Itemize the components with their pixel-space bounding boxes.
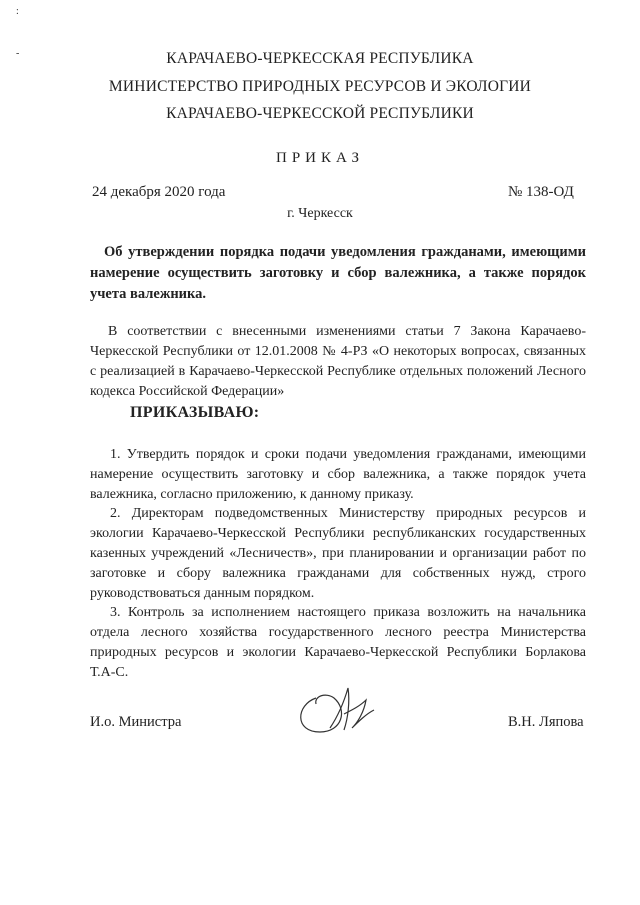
header-republic: КАРАЧАЕВО-ЧЕРКЕССКАЯ РЕСПУБЛИКА — [166, 50, 474, 67]
header-republic-genitive: КАРАЧАЕВО-ЧЕРКЕССКОЙ РЕСПУБЛИКИ — [166, 105, 474, 122]
handwritten-signature — [286, 680, 386, 740]
order-directive: ПРИКАЗЫВАЮ: — [130, 404, 260, 421]
order-number: № 138-ОД — [508, 184, 574, 200]
margin-mark: - — [16, 48, 20, 59]
order-city: г. Черкесск — [287, 206, 353, 221]
margin-mark: : — [16, 6, 19, 17]
order-item — [90, 504, 586, 603]
header-ministry: МИНИСТЕРСТВО ПРИРОДНЫХ РЕСУРСОВ И ЭКОЛОГИИ — [108, 78, 532, 95]
signatory-name: В.Н. Ляпова — [508, 714, 584, 730]
order-item — [90, 603, 586, 682]
order-title: ПРИКАЗ — [276, 150, 364, 166]
order-items — [90, 445, 586, 683]
order-date: 24 декабря 2020 года — [92, 184, 226, 200]
order-preamble: В соответствии с внесенными изменениями статьи 7 Закона Карачаево-Черкесской Республики от 12.01.2008 № 4-РЗ «О некоторых вопросах, связанных с реализацией в Карачаево-Черкесской Республике отдельных положений Лесного кодекса Российской Федерации» — [90, 324, 586, 399]
order-subject: Об утверждении порядка подачи уведомления гражданами, имеющими намерение осуществить заготовку и сбор валежника, а также порядок учета валежника. — [90, 244, 586, 302]
order-item-text: 3. Контроль за исполнением настоящего приказа возложить на начальника отдела лесного хозяйства государственного лесного реестра Министерства природных ресурсов и экологии Карачаево-Черкесской Республики Борлакова Т.А-С. — [90, 605, 586, 680]
order-item-text: 1. Утвердить порядок и сроки подачи уведомления гражданами, имеющими намерение осуществить заготовку и сбор валежника, а также порядок учета валежника, согласно приложению, к данному приказу. — [90, 447, 586, 502]
order-item — [90, 445, 586, 504]
signatory-position: И.о. Министра — [90, 714, 182, 730]
order-item-text: 2. Директорам подведомственных Министерству природных ресурсов и экологии Карачаево-Черкесской Республики республиканских государственных казенных учреждений «Лесничеств», при планировании и организации работ по заготовке и сбору валежника гражданами для собственных нужд, строго руководствоваться данным порядком. — [90, 506, 586, 601]
